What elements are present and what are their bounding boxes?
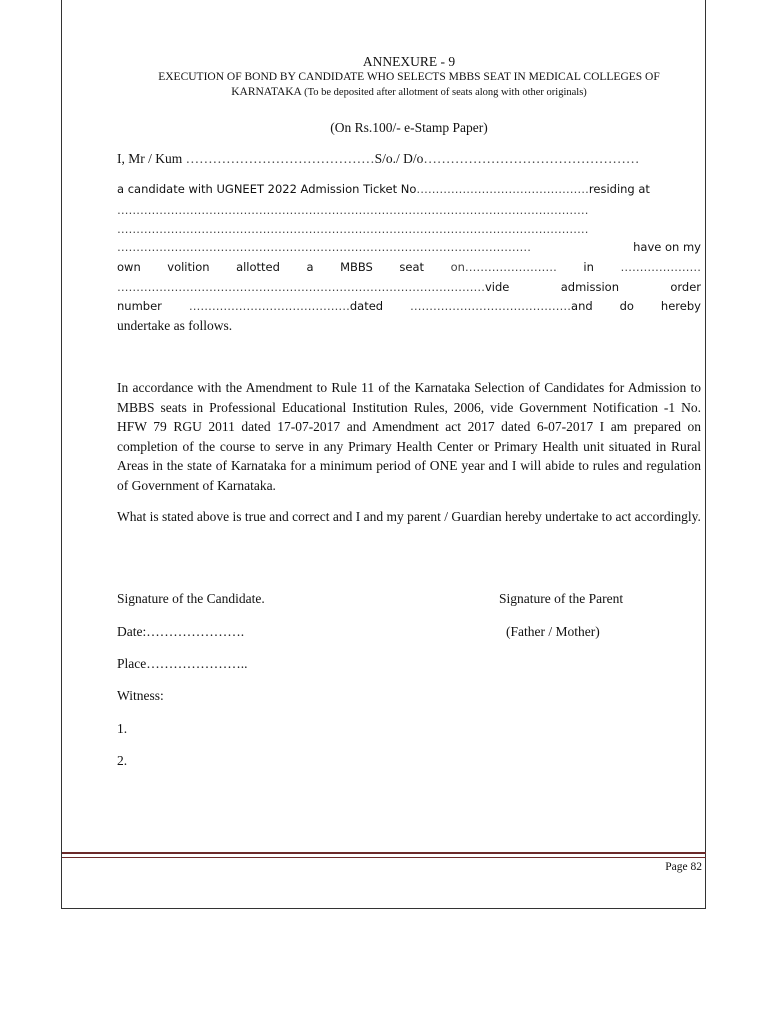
annexure-title: ANNEXURE - 9 [362,54,456,69]
place-label: Place………………….. [117,656,248,671]
ticket-dots: ……………………………………… [416,182,589,196]
address-line-3: ……………………………………………………………………………………………… have on my [117,240,701,254]
paragraph-declaration: What is stated above is true and correct and I and my parent / Guardian hereby undertake to act accordingly. [117,509,701,524]
witness-2: 2. [117,753,128,768]
in-dots: ………………… [620,260,701,274]
candidate-signature-label: Signature of the Candidate. [117,591,265,606]
vide-line: ……………………………………………………………………………………vide admission order [117,280,701,294]
on-dots: on…………………… [450,260,557,274]
vide-dots: …………………………………………………………………………………… [117,280,485,294]
candidate-text: a candidate with UGNEET 2022 Admission Ticket No [117,182,417,196]
name-label: I, Mr / Kum [117,151,183,166]
residing-label: residing at [588,182,650,196]
document-subtitle [117,70,701,100]
date-label: Date:…………………. [117,624,245,639]
relation-label: S/o./ D/o [374,151,424,166]
name-dots: …………………………………… [185,151,375,166]
address-line-1: …………………………………………………………………………………………………………… [117,203,589,217]
footer-rule-thick [62,852,706,854]
volition-line: own volition allotted a MBBS seat on…………………… in ………………… [117,260,701,274]
number-line: number ……………………………………dated ……………………………………and do hereby [117,299,701,313]
have-on-my: have on my [633,240,701,254]
name-line [117,151,701,167]
number-dots: …………………………………… [188,299,350,313]
parent-signature-label: Signature of the Parent [499,591,624,606]
address-line-2: …………………………………………………………………………………………………………… [117,222,589,236]
witness-1: 1. [117,721,128,736]
dated-dots: …………………………………… [410,299,572,313]
ticket-line [117,182,701,196]
relation-dots: ………………………………………… [423,151,640,166]
page-number: Page 82 [665,861,702,873]
subtitle-line-1: EXECUTION OF BOND BY CANDIDATE WHO SELECTS MBBS SEAT IN MEDICAL COLLEGES OF [158,71,660,83]
undertake-line: undertake as follows. [117,318,233,333]
witness-label: Witness: [117,688,164,703]
subtitle-line-2 [117,85,701,100]
subtitle-state: KARNATAKA [231,86,302,98]
stamp-note: (On Rs.100/- e-Stamp Paper) [330,120,488,135]
footer-rule-thin [62,857,706,858]
paragraph-amendment: In accordance with the Amendment to Rule 11 of the Karnataka Selection of Candidates for Admission to MBBS seats in Professional Educational Institution Rules, 2006, vide Government Notification -1 No. HFW 79 RGU 2011 dated 17-07-2017 and Amendment act 2017 dated 6-07-2017 I am prepared on completion of the course to serve in any Primary Health Center or Primary Health unit situated in Rural Areas in the state of Karnataka for a minimum period of ONE year and I will abide to rules and regulation of Government of Karnataka. [117,380,701,493]
subtitle-note: (To be deposited after allotment of seats along with other originals) [304,87,587,98]
father-mother-label: (Father / Mother) [506,624,600,639]
